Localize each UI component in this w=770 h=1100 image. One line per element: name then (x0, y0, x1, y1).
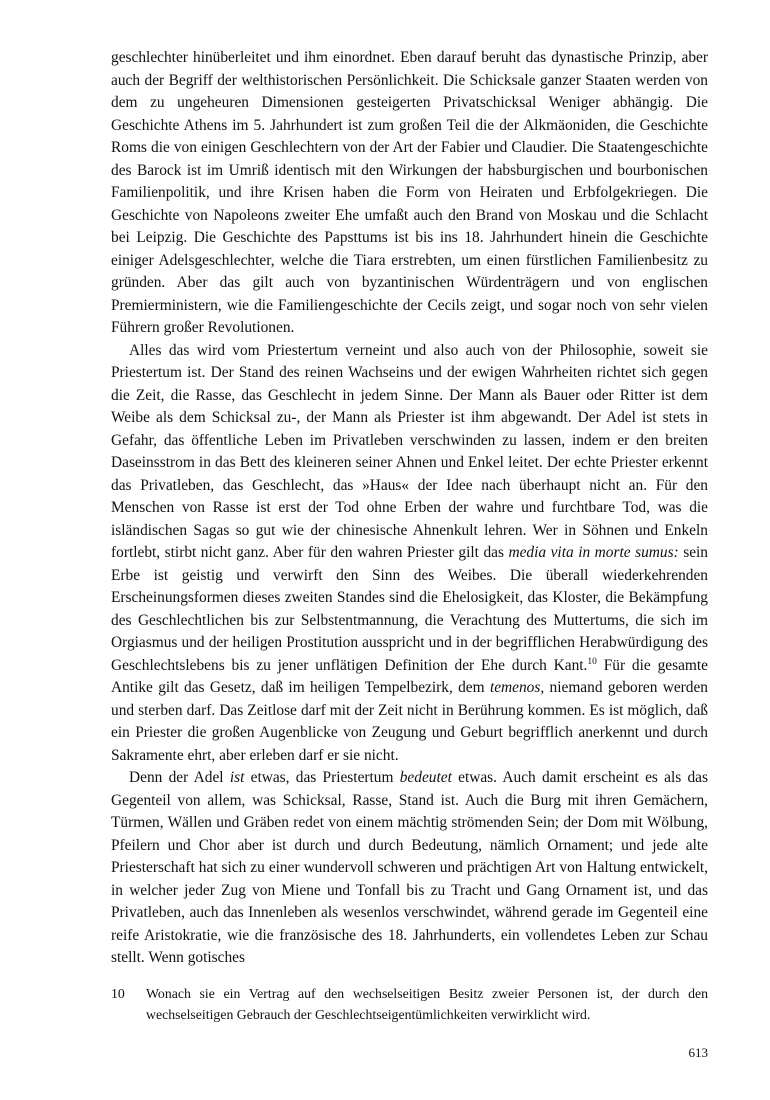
footnote-number: 10 (111, 986, 125, 1001)
text-segment: etwas. Auch damit erscheint es als das Gegenteil von allem, was Schicksal, Rasse, Stand ist. Auch die Burg mit ihren Gemächern, Türmen, Wällen und Gräben redet von einem mächtig strömenden Sein; der Dom mit Wölbung, Pfeilern und Chor aber ist durch und durch Bedeutung, nämlich Ornament; und jede alte Priesterschaft hat sich zu einer wundervoll schweren und prächtigen Art von Haltung entwickelt, in welcher jeder Zug von Miene und Tonfall bis zu Tracht und Gang Ornament ist, und das Privatleben, auch das Innenleben als wesenlos verschwindet, während gerade im Gegenteil eine reife Aristokratie, wie die französische des 18. Jahrhunderts, ein vollendetes Leben zur Schau stellt. Wenn gotisches (111, 769, 708, 966)
paragraph (111, 767, 708, 970)
text-segment: etwas, das Priestertum (244, 769, 400, 786)
italic-text: media vita in morte sumus: (508, 544, 679, 561)
page-number: 613 (688, 1045, 708, 1060)
text-segment: Alles das wird vom Priestertum verneint und also auch von der Philosophie, soweit sie Priestertum ist. Der Stand des reinen Wachseins und der ewigen Wahrheiten richtet sich gegen die Zeit, die Rasse, das Geschlecht in jedem Sinne. Der Mann als Bauer oder Ritter ist dem Weibe als dem Schicksal zu-, der Mann als Priester ist ihm abgewandt. Der Adel ist stets in Gefahr, das öffentliche Leben im Privatleben verschwinden zu lassen, indem er den breiten Daseinsstrom in das Bett des kleineren seiner Ahnen und Enkel leitet. Der echte Priester erkennt das Privatleben, das Geschlecht, das »Haus« der Idee nach überhaupt nicht an. Für den Menschen von Rasse ist erst der Tod ohne Erben der wahre und furchtbare Tod, was die isländischen Sagas so gut wie der chinesische Ahnenkult lehren. Wer in Söhnen und Enkeln fortlebt, stirbt nicht ganz. Aber für den wahren Priester gilt das (111, 341, 708, 561)
paragraph (111, 47, 708, 340)
italic-text: bedeutet (399, 769, 452, 786)
italic-text: ist (229, 769, 245, 786)
footnote-text: Wonach sie ein Vertrag auf den wechselseitigen Besitz zweier Personen ist, der durch den wechselseitigen Gebrauch der Geschlechtseigentümlichkeiten verwirklicht wird. (146, 986, 708, 1022)
text-segment: niemand geboren werden und sterben darf. Das Zeitlose darf mit der Zeit nicht in Berührung kommen. Es ist möglich, daß ein Priester die großen Augenblicke von Zeugung und Geburt begrifflich anerkennt und durch Sakramente ehrt, aber erleben darf er sie nicht. (111, 679, 709, 764)
text-segment: Für die gesamte Antike gilt das Gesetz, daß im heiligen Tempelbezirk, dem (111, 656, 708, 696)
footnote-reference: 10 (587, 656, 597, 667)
italic-text: temenos, (489, 679, 545, 696)
footnote (111, 983, 708, 1025)
text-segment: geschlechter hinüberleitet und ihm einordnet. Eben darauf beruht das dynastische Prinzip, aber auch der Begriff der welthistorischen Persönlichkeit. Die Schicksale ganzer Staaten werden von dem zu ungeheuren Dimensionen gesteigerten Privatschicksal Weniger abhängig. Die Geschichte Athens im 5. Jahrhundert ist zum großen Teil die der Alkmäoniden, die Geschichte Roms die von einigen Geschlechtern von der Art der Fabier und Claudier. Die Staatengeschichte des Barock ist im Umriß identisch mit den Wirkungen der habsburgischen und bourbonischen Familienpolitik, und ihre Krisen haben die Form von Heiraten und Erbfolgekriegen. Die Geschichte von Napoleons zweiter Ehe umfaßt auch den Brand von Moskau und die Schlacht bei Leipzig. Die Geschichte des Papsttums ist bis ins 18. Jahrhundert hinein die Geschichte einiger Adelsgeschlechter, welche die Tiara erstrebten, um einen fürstlichen Familienbesitz zu gründen. Aber das gilt auch von byzantinischen Würdenträgern und von englischen Premierministern, wie die Familiengeschichte der Cecils zeigt, und sogar noch von sehr vielen Führern großer Revolutionen. (111, 49, 708, 336)
body-text (111, 47, 708, 970)
paragraph (111, 340, 708, 768)
text-segment: sein Erbe ist geistig und verwirft den Sinn des Weibes. Die überall wiederkehrenden Erscheinungsformen dieses zweiten Standes sind die Ehelosigkeit, das Kloster, die Bekämpfung des Geschlechtlichen bis zur Selbstentmannung, die Verachtung des Muttertums, die sich im Orgiasmus und der heiligen Prostitution ausspricht und in der begrifflichen Herabwürdigung des Geschlechtslebens bis zu jener unflätigen Definition der Ehe durch Kant. (111, 544, 709, 674)
text-segment: Denn der Adel (129, 769, 230, 786)
page-body (111, 47, 708, 970)
